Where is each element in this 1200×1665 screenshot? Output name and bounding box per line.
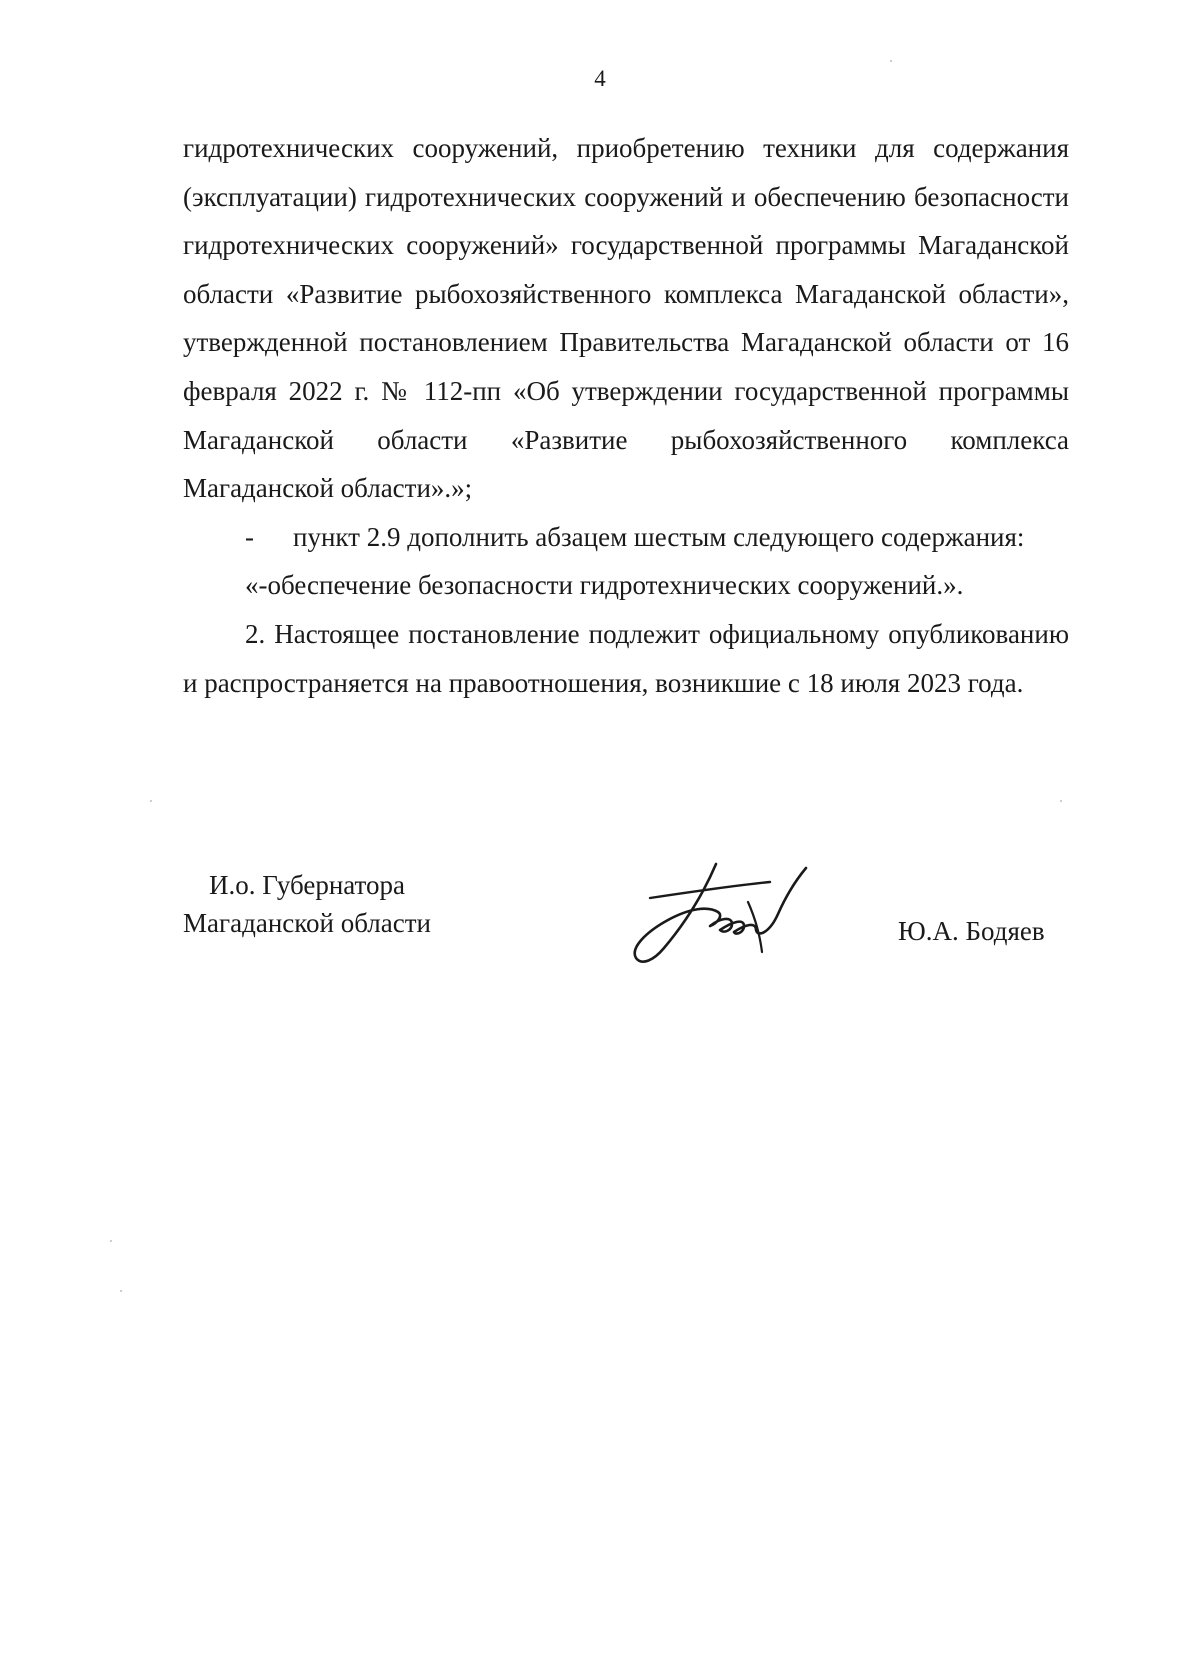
scan-speck: [120, 1290, 122, 1292]
paragraph-clause-2: 2. Настоящее постановление подлежит официальному опубликованию и распространяется на правоотношения, возникшие с 18 июля 2023 года.: [183, 618, 1069, 698]
bullet-dash: -: [245, 521, 254, 552]
scan-speck: [890, 60, 892, 62]
handwritten-signature: [620, 852, 820, 972]
quoted-amendment: «-обеспечение безопасности гидротехнических сооружений.».: [245, 570, 964, 601]
signatory-name: Ю.А. Бодяев: [898, 916, 1045, 946]
signatory-title-line-2: Магаданской области: [183, 908, 431, 938]
signatory-title: [176, 866, 438, 942]
bullet-text: пункт 2.9 дополнить абзацем шестым следующего содержания:: [293, 521, 1025, 552]
scan-speck: [1060, 800, 1062, 802]
signatory-title-line-1: И.о. Губернатора: [208, 870, 405, 900]
page-number: 4: [594, 66, 606, 91]
scan-speck: [150, 800, 152, 802]
paragraph-continuation: гидротехнических сооружений, приобретению техники для содержания (эксплуатации) гидротехнических сооружений и обеспечению безопасности гидротехнических сооружений» государственной программы Магаданской области «Развитие рыбохозяйственного комплекса Магаданской области», утвержденной постановлением Правительства Магаданской области от 16 февраля 2022 г. № 112-пп «Об утверждении государственной программы Магаданской области «Развитие рыбохозяйственного комплекса Магаданской области».»;: [183, 133, 1069, 504]
scan-speck: [110, 1240, 112, 1242]
